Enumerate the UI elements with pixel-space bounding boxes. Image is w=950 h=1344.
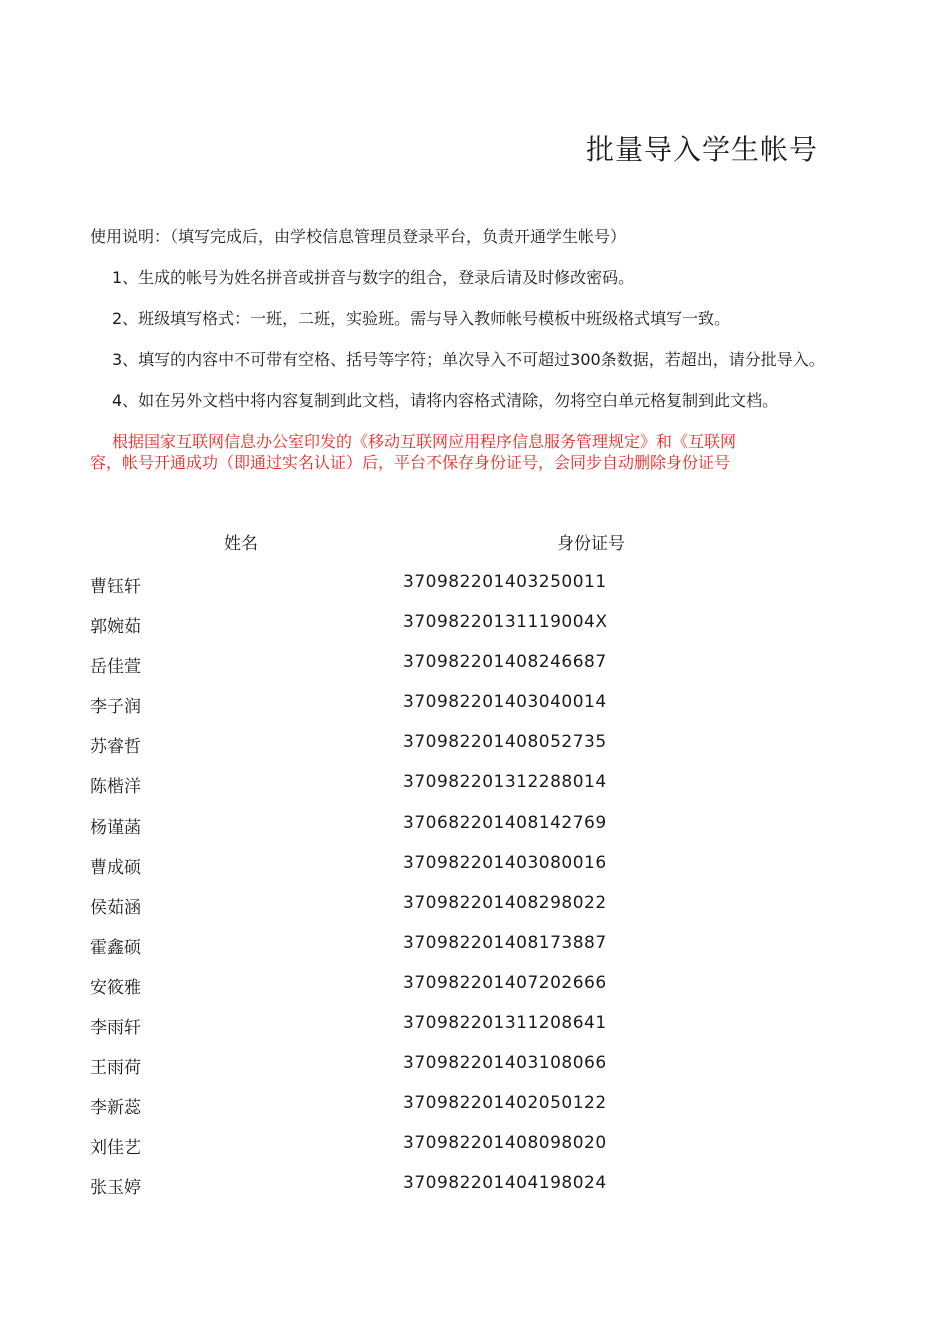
student-name-cell[interactable]: 杨谨菡 [90,817,141,838]
table-row [0,1013,790,1053]
table-row [0,652,790,692]
id-number-cell[interactable]: 370982201407202666 [403,972,607,993]
id-number-cell[interactable]: 370982201402050122 [403,1093,607,1114]
id-number-cell[interactable]: 370982201408098020 [403,1133,607,1154]
student-name-cell[interactable]: 李子润 [90,697,141,718]
instruction-rule-4: 4、如在另外文档中将内容复制到此文档，请将内容格式清除，勿将空白单元格复制到此文档。 [112,391,779,410]
student-name-cell[interactable]: 苏睿哲 [90,737,141,758]
student-name-cell[interactable]: 侯茹涵 [90,897,141,918]
student-table-body [0,572,790,1214]
table-row [0,1053,790,1093]
id-number-cell[interactable]: 370982201408298022 [403,892,607,913]
table-row [0,933,790,973]
student-name-cell[interactable]: 岳佳萱 [90,657,141,678]
instruction-rule-2: 2、班级填写格式：一班，二班，实验班。需与导入教师帐号模板中班级格式填写一致。 [112,309,731,328]
id-number-cell[interactable]: 370982201403250011 [403,572,607,592]
table-row [0,853,790,893]
table-row [0,893,790,933]
column-header-name: 姓名 [224,534,258,554]
student-name-cell[interactable]: 李雨轩 [90,1018,141,1039]
privacy-notice-line-2: 容，帐号开通成功（即通过实名认证）后，平台不保存身份证号，会同步自动删除身份证号 [90,453,731,472]
instruction-rule-3: 3、填写的内容中不可带有空格、括号等字符；单次导入不可超过300条数据，若超出，请分批导入。 [112,350,825,369]
instruction-rule-1: 1、生成的帐号为姓名拼音或拼音与数字的组合，登录后请及时修改密码。 [112,268,635,287]
student-name-cell[interactable]: 曹钰轩 [90,577,141,597]
student-name-cell[interactable]: 王雨荷 [90,1058,141,1079]
student-name-cell[interactable]: 李新蕊 [90,1098,141,1119]
id-number-cell[interactable]: 370982201403080016 [403,852,607,873]
student-name-cell[interactable]: 刘佳艺 [90,1138,141,1159]
id-number-cell[interactable]: 370982201408246687 [403,652,607,673]
page-title: 批量导入学生帐号 [586,133,819,166]
table-row [0,1133,790,1173]
table-row [0,572,790,612]
table-row [0,1173,790,1213]
table-row [0,813,790,853]
student-name-cell[interactable]: 曹成硕 [90,857,141,878]
table-row [0,692,790,732]
id-number-cell[interactable]: 370982201408173887 [403,932,607,953]
id-number-cell[interactable]: 370982201312288014 [403,772,607,793]
id-number-cell[interactable]: 37098220131119004X [403,612,608,633]
id-number-cell[interactable]: 370982201311208641 [403,1013,607,1034]
table-row [0,973,790,1013]
table-row [0,612,790,652]
table-row [0,772,790,812]
instructions-intro: 使用说明：（填写完成后，由学校信息管理员登录平台，负责开通学生帐号） [90,227,627,246]
id-number-cell[interactable]: 370682201408142769 [403,812,607,833]
student-name-cell[interactable]: 霍鑫硕 [90,937,141,958]
id-number-cell[interactable]: 370982201403108066 [403,1053,607,1074]
id-number-cell[interactable]: 370982201404198024 [403,1173,607,1194]
student-name-cell[interactable]: 郭婉茹 [90,617,141,638]
student-name-cell[interactable]: 张玉婷 [90,1178,141,1199]
id-number-cell[interactable]: 370982201403040014 [403,692,607,713]
student-name-cell[interactable]: 安筱雅 [90,977,141,998]
table-row [0,732,790,772]
id-number-cell[interactable]: 370982201408052735 [403,732,607,753]
privacy-notice-line-1: 根据国家互联网信息办公室印发的《移动互联网应用程序信息服务管理规定》和《互联网 [112,432,737,451]
table-row [0,1093,790,1133]
student-name-cell[interactable]: 陈楷洋 [90,777,141,798]
column-header-id-number: 身份证号 [557,534,625,554]
